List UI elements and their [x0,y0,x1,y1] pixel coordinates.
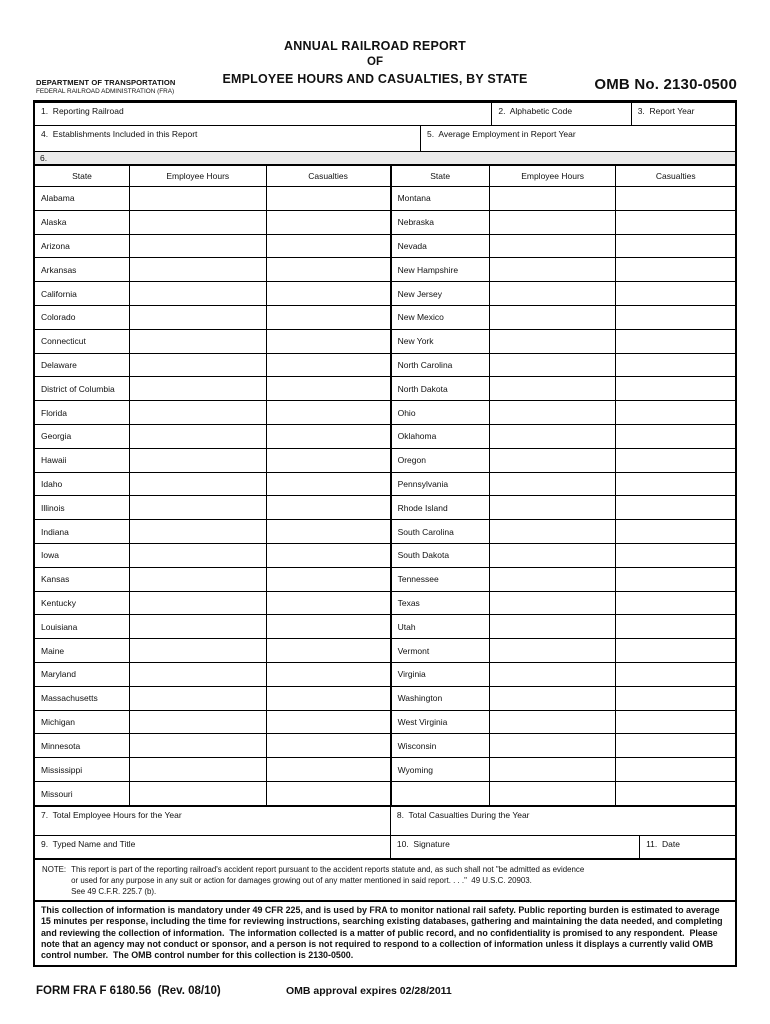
total-casualties-field[interactable] [390,807,735,835]
employee-hours-cell[interactable] [489,520,616,544]
column-header-casualties-right: Casualties [616,166,735,187]
casualties-cell[interactable] [266,710,391,734]
casualties-cell[interactable] [616,662,735,686]
employee-hours-cell[interactable] [130,329,267,353]
state-label-cell: Florida [35,401,130,425]
note-text [71,864,584,895]
state-label-cell: Rhode Island [391,496,490,520]
employee-hours-cell[interactable] [489,662,616,686]
casualties-cell[interactable] [616,758,735,782]
establishments-label: 4. Establishments Included in this Report [41,129,198,139]
date-field[interactable] [639,836,735,858]
table-row [35,496,735,520]
casualties-cell[interactable] [266,258,391,282]
table-row [35,781,735,805]
state-label-cell: Hawaii [35,448,130,472]
employee-hours-cell[interactable] [489,639,616,663]
state-label-cell: Utah [391,615,490,639]
state-label-cell: North Dakota [391,377,490,401]
casualties-cell[interactable] [266,210,391,234]
casualties-cell[interactable] [266,781,391,805]
employee-hours-cell[interactable] [130,567,267,591]
state-label-cell: Nevada [391,234,490,258]
alphabetic-code-label: 2. Alphabetic Code [498,106,573,116]
employee-hours-cell[interactable] [130,210,267,234]
field-row-2 [35,126,735,152]
reporting-railroad-label: 1. Reporting Railroad [41,106,124,116]
employee-hours-cell[interactable] [489,615,616,639]
state-label-cell: Oregon [391,448,490,472]
employee-hours-cell[interactable] [489,781,616,805]
report-year-label: 3. Report Year [637,106,695,116]
table-row [35,520,735,544]
employee-hours-cell[interactable] [130,543,267,567]
employee-hours-cell[interactable] [130,258,267,282]
casualties-cell[interactable] [616,472,735,496]
state-label-cell [391,781,490,805]
employee-hours-cell[interactable] [130,710,267,734]
state-label-cell: Montana [391,187,490,211]
state-label-cell: Alaska [35,210,130,234]
state-label-cell: West Virginia [391,710,490,734]
note-label: NOTE: [42,865,67,875]
casualties-cell[interactable] [266,686,391,710]
employee-hours-cell[interactable] [489,329,616,353]
table-row [35,329,735,353]
casualties-cell[interactable] [616,567,735,591]
casualties-cell[interactable] [616,210,735,234]
table-row [35,639,735,663]
field-row-1 [35,103,735,126]
employee-hours-cell[interactable] [489,353,616,377]
state-label-cell: Arizona [35,234,130,258]
employee-hours-cell[interactable] [489,543,616,567]
form-title-line3: EMPLOYEE HOURS AND CASUALTIES, BY STATE [222,72,528,86]
state-label-cell: South Carolina [391,520,490,544]
state-label-cell: Kansas [35,567,130,591]
casualties-cell[interactable] [266,567,391,591]
state-label-cell: Iowa [35,543,130,567]
casualties-cell[interactable] [266,734,391,758]
totals-row [35,805,735,835]
agency-name: DEPARTMENT OF TRANSPORTATION [36,78,176,87]
average-employment-label: 5. Average Employment in Report Year [427,129,576,139]
state-label-cell: Tennessee [391,567,490,591]
casualties-cell[interactable] [616,781,735,805]
casualties-cell[interactable] [266,305,391,329]
state-table-body [35,187,735,806]
table-row [35,686,735,710]
casualties-cell[interactable] [266,472,391,496]
employee-hours-cell[interactable] [130,282,267,306]
date-label: 11. Date [646,839,680,850]
state-label-cell: Alabama [35,187,130,211]
table-row [35,567,735,591]
state-label-cell: Wyoming [391,758,490,782]
reporting-railroad-field[interactable] [35,103,491,125]
employee-hours-cell[interactable] [130,424,267,448]
employee-hours-cell[interactable] [489,710,616,734]
state-label-cell: Indiana [35,520,130,544]
state-label-cell: Massachusetts [35,686,130,710]
state-label-cell: Virginia [391,662,490,686]
state-label-cell: Missouri [35,781,130,805]
state-label-cell: Georgia [35,424,130,448]
employee-hours-cell[interactable] [489,686,616,710]
section-6-band [35,152,735,166]
agency-block [36,79,175,95]
state-label-cell: New Jersey [391,282,490,306]
typed-name-title-label: 9. Typed Name and Title [41,839,136,850]
table-row [35,305,735,329]
casualties-cell[interactable] [616,187,735,211]
table-row [35,758,735,782]
casualties-cell[interactable] [616,734,735,758]
employee-hours-cell[interactable] [130,234,267,258]
employee-hours-cell[interactable] [130,448,267,472]
state-label-cell: Maine [35,639,130,663]
casualties-cell[interactable] [616,591,735,615]
employee-hours-cell[interactable] [489,567,616,591]
casualties-cell[interactable] [616,543,735,567]
section-6-label: 6. [40,153,48,163]
state-label-cell: Kentucky [35,591,130,615]
state-label-cell: Connecticut [35,329,130,353]
state-table-header [35,166,735,187]
casualties-cell[interactable] [616,234,735,258]
casualties-cell[interactable] [616,377,735,401]
state-label-cell: Delaware [35,353,130,377]
state-label-cell: Wisconsin [391,734,490,758]
total-casualties-label: 8. Total Casualties During the Year [396,810,530,821]
employee-hours-cell[interactable] [130,639,267,663]
employee-hours-cell[interactable] [489,234,616,258]
employee-hours-cell[interactable] [130,615,267,639]
agency-subname: FEDERAL RAILROAD ADMINISTRATION (FRA) [36,87,175,95]
casualties-cell[interactable] [266,758,391,782]
employee-hours-cell[interactable] [489,282,616,306]
table-row [35,353,735,377]
employee-hours-cell[interactable] [489,734,616,758]
casualties-cell[interactable] [266,520,391,544]
casualties-cell[interactable] [266,639,391,663]
casualties-cell[interactable] [266,187,391,211]
total-employee-hours-field[interactable] [35,807,390,835]
table-row [35,615,735,639]
note-line3: See 49 C.F.R. 225.7 (b). [71,887,157,897]
employee-hours-cell[interactable] [489,377,616,401]
table-row [35,591,735,615]
casualties-cell[interactable] [616,258,735,282]
employee-hours-cell[interactable] [130,187,267,211]
casualties-cell[interactable] [616,710,735,734]
total-employee-hours-label: 7. Total Employee Hours for the Year [41,810,182,821]
casualties-cell[interactable] [616,448,735,472]
note-line1: This report is part of the reporting railroad's accident report pursuant to the accident reports statute and, as such shall not "be admitted as evidence [71,865,585,875]
state-label-cell: Oklahoma [391,424,490,448]
employee-hours-cell[interactable] [130,662,267,686]
table-row [35,662,735,686]
employee-hours-cell[interactable] [130,496,267,520]
state-label-cell: New Mexico [391,305,490,329]
casualties-cell[interactable] [266,496,391,520]
state-label-cell: Maryland [35,662,130,686]
state-hours-casualties-table [35,166,735,805]
form-title-line1: ANNUAL RAILROAD REPORT [284,39,466,53]
employee-hours-cell[interactable] [130,520,267,544]
casualties-cell[interactable] [266,234,391,258]
report-year-field[interactable] [631,103,735,125]
column-header-state-right: State [391,166,490,187]
header-row [35,166,735,187]
employee-hours-cell[interactable] [130,353,267,377]
employee-hours-cell[interactable] [130,472,267,496]
employee-hours-cell[interactable] [130,781,267,805]
state-label-cell: Nebraska [391,210,490,234]
state-label-cell: Mississippi [35,758,130,782]
page-footer [36,985,452,997]
state-label-cell: District of Columbia [35,377,130,401]
state-label-cell: South Dakota [391,543,490,567]
state-label-cell: Louisiana [35,615,130,639]
state-label-cell: Idaho [35,472,130,496]
state-label-cell: Colorado [35,305,130,329]
casualties-cell[interactable] [616,520,735,544]
table-row [35,258,735,282]
casualties-cell[interactable] [266,329,391,353]
employee-hours-cell[interactable] [130,305,267,329]
employee-hours-cell[interactable] [489,591,616,615]
table-row [35,377,735,401]
form-number: FORM FRA F 6180.56 (Rev. 08/10) [36,985,221,997]
employee-hours-cell[interactable] [489,758,616,782]
casualties-cell[interactable] [266,377,391,401]
table-row [35,734,735,758]
column-header-state-left: State [35,166,130,187]
state-label-cell: North Carolina [391,353,490,377]
state-label-cell: Minnesota [35,734,130,758]
casualties-cell[interactable] [266,591,391,615]
state-label-cell: Pennsylvania [391,472,490,496]
column-header-hours-left: Employee Hours [130,166,267,187]
table-row [35,282,735,306]
signature-field[interactable] [390,836,639,858]
casualties-cell[interactable] [616,401,735,425]
employee-hours-cell[interactable] [489,496,616,520]
state-label-cell: Vermont [391,639,490,663]
employee-hours-cell[interactable] [489,424,616,448]
establishments-field[interactable] [35,126,420,151]
column-header-casualties-left: Casualties [266,166,391,187]
casualties-cell[interactable] [616,424,735,448]
casualties-cell[interactable] [616,305,735,329]
casualties-cell[interactable] [266,543,391,567]
table-row [35,401,735,425]
table-row [35,234,735,258]
employee-hours-cell[interactable] [489,448,616,472]
average-employment-field[interactable] [420,126,735,151]
casualties-cell[interactable] [266,424,391,448]
state-label-cell: New York [391,329,490,353]
casualties-cell[interactable] [616,615,735,639]
employee-hours-cell[interactable] [130,591,267,615]
column-header-hours-right: Employee Hours [489,166,616,187]
state-label-cell: Ohio [391,401,490,425]
employee-hours-cell[interactable] [130,377,267,401]
employee-hours-cell[interactable] [489,472,616,496]
state-label-cell: New Hampshire [391,258,490,282]
state-label-cell: Washington [391,686,490,710]
employee-hours-cell[interactable] [130,401,267,425]
casualties-cell[interactable] [616,496,735,520]
form-body [33,100,737,967]
table-row [35,472,735,496]
casualties-cell[interactable] [616,282,735,306]
employee-hours-cell[interactable] [489,187,616,211]
employee-hours-cell[interactable] [489,258,616,282]
casualties-cell[interactable] [266,282,391,306]
state-label-cell: California [35,282,130,306]
casualties-cell[interactable] [616,329,735,353]
omb-expiry: OMB approval expires 02/28/2011 [286,985,452,997]
employee-hours-cell[interactable] [489,210,616,234]
employee-hours-cell[interactable] [489,401,616,425]
casualties-cell[interactable] [616,353,735,377]
employee-hours-cell[interactable] [130,758,267,782]
state-label-cell: Michigan [35,710,130,734]
casualties-cell[interactable] [266,353,391,377]
typed-name-title-field[interactable] [35,836,390,858]
state-label-cell: Arkansas [35,258,130,282]
burden-statement: This collection of information is mandatory under 49 CFR 225, and is used by FRA to monitor national rail safety. Public reporting burden is estimated to average 15 minutes per response, including the time for reviewing instructions, searching existing databases, gathering and maintaining the data needed, and completing and reviewing the collection of information. The information collected is a matter of public record, and no confidentiality is promised to any respondent. Please note that an agency may not conduct or sponsor, and a person is not required to respond to a collection of information unless it displays a currently valid OMB control number. The OMB control number for this collection is 2130-0500. [35,900,735,965]
employee-hours-cell[interactable] [130,686,267,710]
alphabetic-code-field[interactable] [491,103,630,125]
state-label-cell: Illinois [35,496,130,520]
casualties-cell[interactable] [266,401,391,425]
casualties-cell[interactable] [266,615,391,639]
table-row [35,187,735,211]
form-title-line2: OF [367,56,383,68]
table-row [35,543,735,567]
casualties-cell[interactable] [616,639,735,663]
casualties-cell[interactable] [266,448,391,472]
table-row [35,210,735,234]
omb-number: OMB No. 2130-0500 [594,76,737,93]
table-row [35,710,735,734]
signature-row [35,835,735,858]
note-section [35,858,735,900]
note-line2: or used for any purpose in any suit or action for damages growing out of any matter mentioned in said report. . . ." 49 U.S.C. 20903. [71,876,532,886]
casualties-cell[interactable] [266,662,391,686]
employee-hours-cell[interactable] [130,734,267,758]
signature-label: 10. Signature [396,839,450,850]
casualties-cell[interactable] [616,686,735,710]
table-row [35,424,735,448]
state-label-cell: Texas [391,591,490,615]
table-row [35,448,735,472]
employee-hours-cell[interactable] [489,305,616,329]
